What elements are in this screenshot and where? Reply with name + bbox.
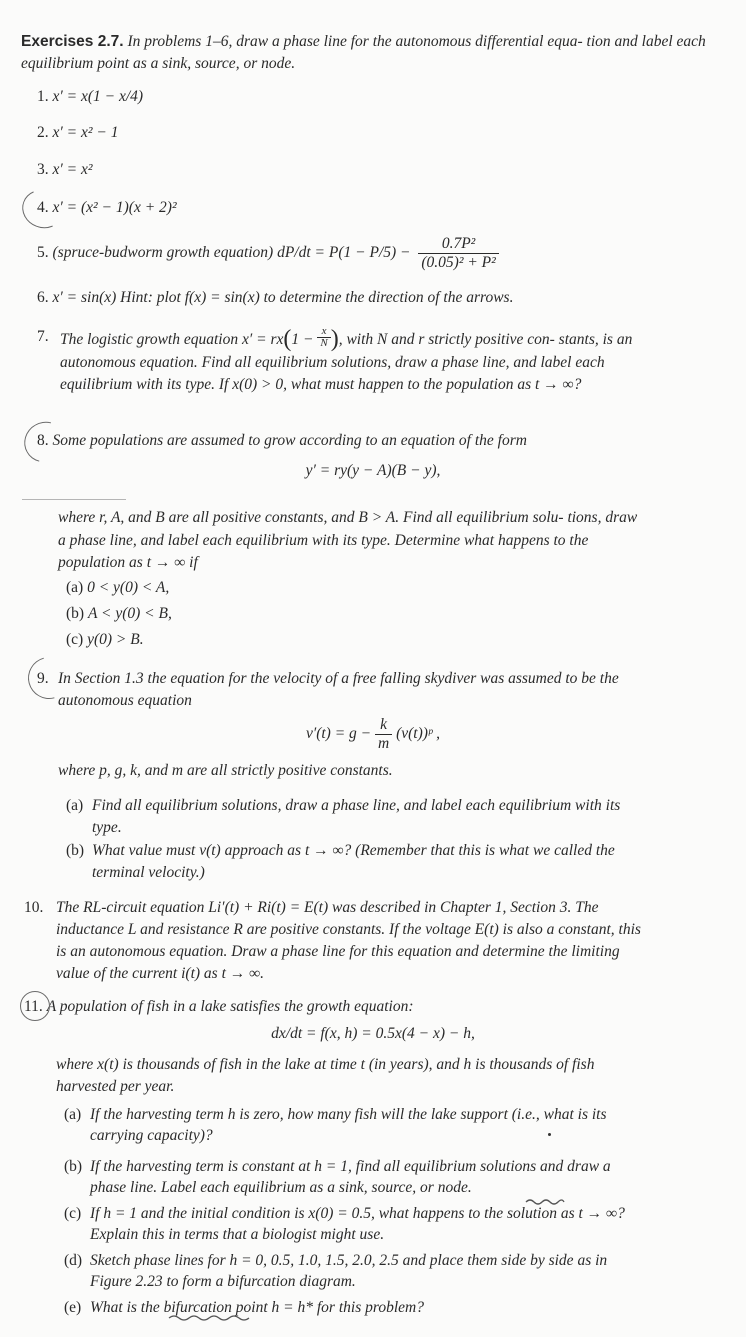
problem-equation: x′ = (x² − 1)(x + 2)² <box>52 199 177 216</box>
problem-number: 6. <box>37 289 49 306</box>
fraction <box>418 235 498 272</box>
problem-text: (spruce-budworm growth equation) dP/dt = P(1 − P/5) − <box>52 244 411 261</box>
problem-1 <box>37 86 143 108</box>
problem-10-number: 10. <box>24 899 44 916</box>
fraction-denominator: (0.05)² + P² <box>421 254 496 271</box>
problem-7: The logistic growth equation x′ = rx(1 − $\frac{x}{N}$ ), with N and r strictly positive con- stants, is an autonomous equation. Find all equilibrium solutions, draw a phase line, and label each equilibrium with its type. If x(0) > 0, what must happen to the population as t → ∞? <box>60 325 633 393</box>
fraction <box>375 716 392 753</box>
fraction-denominator: m <box>378 735 390 752</box>
problem-9-number: 9. <box>37 670 49 687</box>
problem-9-equation: v′(t) = g − $\frac{k}{m}$ (v(t))ᵖ , <box>305 716 441 752</box>
problem-number: 1. <box>37 88 49 105</box>
problem-11-body: where x(t) is thousands of fish in the lake at time t (in years), and h is thousands of fish harvested per year. <box>56 1056 595 1095</box>
problem-9-part-b: What value must v(t) approach as t → ∞? (Remember that this is what we called the terminal velocity.) <box>92 842 615 881</box>
problem-10: The RL-circuit equation Li′(t) + Ri(t) = E(t) was described in Chapter 1, Section 3. The inductance L and resistance R are positive constants. If the voltage E(t) is also a constant, this is an autonomous equation. Draw a phase line for this equation and determine the limiting value of the current i(t) as t → ∞. <box>56 899 641 982</box>
problem-5 <box>37 235 499 272</box>
exercises-heading <box>21 31 721 75</box>
stray-pen-dot <box>548 1133 551 1136</box>
problem-text: The logistic growth equation x′ = rx <box>60 331 284 348</box>
divider-line <box>22 499 126 500</box>
problem-text-continued: , with N and r strictly positive con- stants, is an autonomous equation. Find all equilibrium solutions, draw a phase line, and label each equilibrium with its type. If x(0) > 0, what must happen to the population as t → ∞? <box>60 331 633 393</box>
problem-equation: x′ = x² <box>52 161 93 178</box>
problem-11-part-b: If the harvesting term is constant at h = 1, find all equilibrium solutions and draw a phase line. Label each equilibrium as a sink, source, or node. <box>90 1158 611 1196</box>
problem-8-header <box>37 430 527 452</box>
problem-number: 3. <box>37 161 49 178</box>
problem-8-part-c <box>66 629 144 651</box>
problem-4 <box>37 197 177 219</box>
problem-equation: x′ = x(1 − x/4) <box>52 88 144 105</box>
problem-8-equation: y′ = ry(y − A)(B − y), <box>305 462 441 479</box>
problem-7-number: 7. <box>37 328 49 345</box>
problem-9-part-a-label: (a) <box>66 797 84 814</box>
problem-8-part-a <box>66 577 169 599</box>
problem-2 <box>37 122 118 144</box>
fraction <box>317 326 330 349</box>
fraction-numerator: 0.7P² <box>418 235 498 254</box>
problem-9-intro: In Section 1.3 the equation for the velocity of a free falling skydiver was assumed to be the autonomous equation <box>58 670 619 709</box>
problem-8-body: where r, A, and B are all positive constants, and B > A. Find all equilibrium solu- tions, draw a phase line, and label each equilibrium with its type. Determine what happens to the population as t → ∞ if <box>58 509 638 571</box>
problem-number: 4. <box>37 199 49 216</box>
part-label: (c) <box>66 631 84 648</box>
problem-11-part-c: If h = 1 and the initial condition is x(0) = 0.5, what happens to the solution as t → ∞? Explain this in terms that a biologist might use. <box>90 1205 625 1243</box>
problem-equation: x′ = x² − 1 <box>52 124 119 141</box>
problem-11-equation: dx/dt = f(x, h) = 0.5x(4 − x) − h, <box>271 1025 475 1042</box>
problem-11-part-e-label: (e) <box>64 1299 82 1316</box>
fraction-denominator: N <box>320 337 328 349</box>
problem-11-part-d: Sketch phase lines for h = 0, 0.5, 1.0, 1.5, 2.0, 2.5 and place them side by side as in Figure 2.23 to form a bifurcation diagram. <box>90 1252 608 1290</box>
fraction-numerator: x <box>317 326 330 338</box>
problem-11-header <box>24 996 414 1018</box>
problem-number: 8. <box>37 432 49 449</box>
problem-intro: A population of fish in a lake satisfies the growth equation: <box>46 998 414 1015</box>
problem-8-part-b <box>66 603 172 625</box>
problem-11-part-c-label: (c) <box>64 1205 82 1222</box>
problem-11-part-d-label: (d) <box>64 1252 83 1269</box>
problem-9-part-a: Find all equilibrium solutions, draw a phase line, and label each equilibrium with its type. <box>92 797 621 836</box>
problem-intro: Some populations are assumed to grow according to an equation of the form <box>52 432 527 449</box>
problem-11-part-a: If the harvesting term h is zero, how many fish will the lake support (i.e., what is its carrying capacity)? <box>90 1106 607 1144</box>
exercises-title: Exercises 2.7. <box>21 33 124 50</box>
part-label: (a) <box>66 579 84 596</box>
problem-3 <box>37 159 93 181</box>
part-text: A < y(0) < B, <box>87 605 172 622</box>
part-label: (b) <box>66 605 85 622</box>
exercises-intro: In problems 1–6, draw a phase line for the autonomous differential equa- tion and label each equilibrium point as a sink, source, or node. <box>21 33 706 72</box>
problem-number: 5. <box>37 244 49 261</box>
problem-number: 2. <box>37 124 49 141</box>
problem-9-body: where p, g, k, and m are all strictly positive constants. <box>58 762 393 779</box>
problem-11-part-a-label: (a) <box>64 1106 82 1123</box>
fraction-numerator: k <box>375 716 392 735</box>
problem-6 <box>37 287 513 309</box>
problem-11-part-e: What is the bifurcation point h = h* for this problem? <box>90 1299 424 1316</box>
problem-9-part-b-label: (b) <box>66 842 85 859</box>
problem-text: x′ = sin(x) Hint: plot f(x) = sin(x) to determine the direction of the arrows. <box>52 289 514 306</box>
problem-number: 11. <box>24 998 43 1015</box>
part-text: 0 < y(0) < A, <box>87 579 170 596</box>
part-text: y(0) > B. <box>87 631 144 648</box>
problem-11-part-b-label: (b) <box>64 1158 83 1175</box>
